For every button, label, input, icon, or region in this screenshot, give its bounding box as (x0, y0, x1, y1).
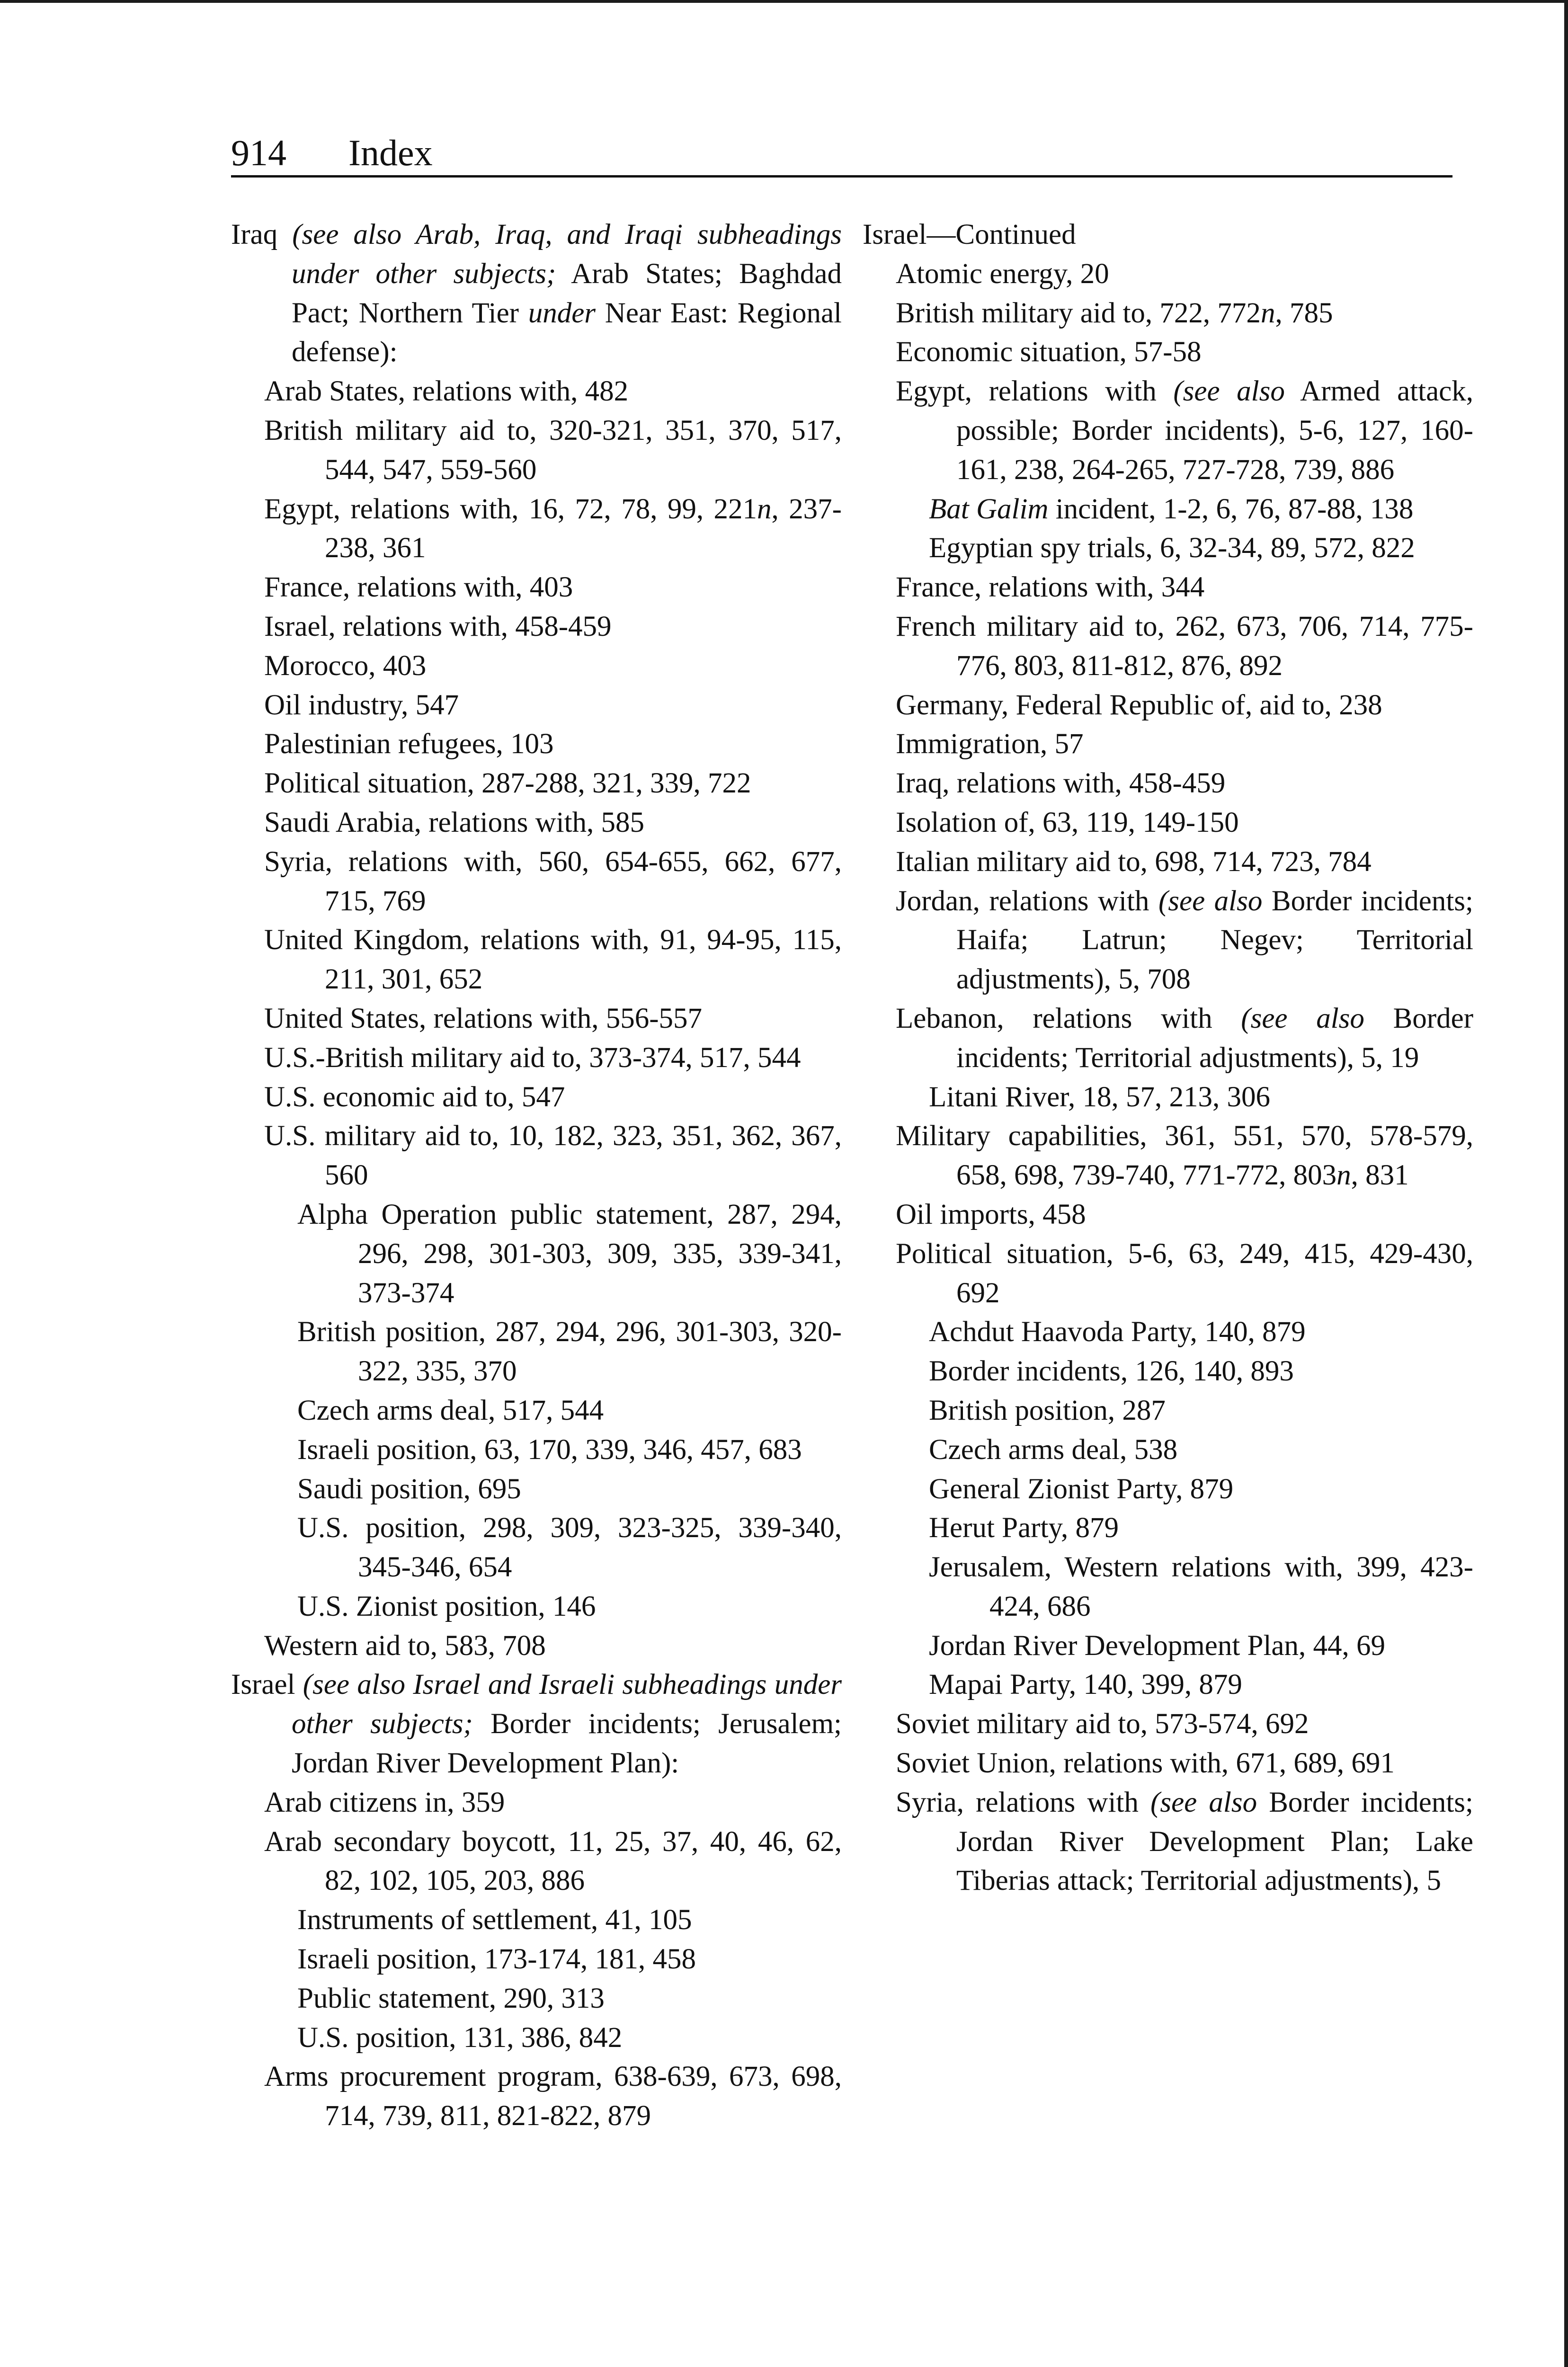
index-subsubentry (231, 2019, 842, 2058)
scan-right-edge (1564, 0, 1568, 2367)
index-subentry (231, 999, 842, 1039)
index-subentry (863, 1235, 1473, 1313)
entry-text: , 237-238, 361 (325, 493, 842, 564)
entry-text: Isolation of, 63, 119, 149-150 (896, 806, 1239, 838)
index-subentry (863, 1744, 1473, 1783)
entry-text: Israel, relations with, 458-459 (264, 610, 612, 642)
entry-text: France, relations with, 403 (264, 571, 573, 604)
entry-text: Immigration, 57 (896, 728, 1084, 760)
index-subsubentry (863, 490, 1473, 529)
entry-text: Economic situation, 57-58 (896, 336, 1202, 368)
index-subentry (231, 1078, 842, 1117)
entry-text: Palestinian refugees, 103 (264, 728, 554, 760)
index-subentry (231, 647, 842, 686)
entry-text: British position, 287 (929, 1394, 1166, 1426)
index-subsubentry (863, 1352, 1473, 1391)
index-subsubentry (863, 1665, 1473, 1705)
entry-text: Arab citizens in, 359 (264, 1786, 505, 1818)
index-subentry (231, 2057, 842, 2136)
index-subentry (863, 882, 1473, 999)
index-subentry (231, 921, 842, 999)
entry-text: , 785 (1275, 297, 1333, 329)
entry-text: United States, relations with, 556-557 (264, 1002, 703, 1034)
entry-text: Israel (231, 1669, 303, 1701)
entry-text: Border incidents; Haifa; Latrun; Negev; Territorial adjustments), 5, 708 (956, 885, 1473, 996)
index-subsubentry (231, 1509, 842, 1587)
index-subentry (231, 372, 842, 411)
entry-text: Czech arms deal, 538 (929, 1433, 1178, 1466)
index-subsubentry (231, 1587, 842, 1627)
entry-text: Border incidents; Territorial adjustments), 5, 19 (956, 1002, 1474, 1074)
entry-text: Oil imports, 458 (896, 1198, 1086, 1230)
entry-text: , 831 (1351, 1159, 1409, 1192)
index-subsubentry (863, 1313, 1473, 1352)
index-subsubentry (863, 1627, 1473, 1666)
index-subentry (863, 1195, 1473, 1235)
entry-text: (see also (1241, 1002, 1364, 1034)
index-subentry (231, 1117, 842, 1195)
entry-text: (see also Israel and Israeli subheadings under other subjects; (292, 1669, 842, 1740)
entry-text: Jordan, relations with (896, 885, 1158, 917)
entry-text: Morocco, 403 (264, 650, 427, 682)
entry-text: Armed attack, possible; Border incidents), 5-6, 127, 160-161, 238, 264-265, 727-728, 739, 886 (956, 375, 1473, 486)
entry-text: Egyptian spy trials, 6, 32-34, 89, 572, 822 (929, 532, 1415, 564)
index-subentry (863, 607, 1473, 686)
entry-text: Oil industry, 547 (264, 689, 459, 721)
entry-text: Arab States; Baghdad Pact; Northern Tier (292, 258, 842, 329)
entry-text: Iraq, relations with, 458-459 (896, 767, 1226, 800)
entry-text: n (1260, 297, 1275, 329)
entry-text: Egypt, relations with (896, 375, 1174, 408)
entry-text: Saudi Arabia, relations with, 585 (264, 806, 645, 838)
entry-text: Political situation, 5-6, 63, 249, 415, 429-430, 692 (896, 1237, 1473, 1309)
entry-text: (see also (1173, 375, 1285, 408)
entry-text: Syria, relations with, 560, 654-655, 662, 677, 715, 769 (264, 845, 842, 917)
index-subsubentry (231, 1901, 842, 1940)
entry-text: Near East: Regional defense): (292, 297, 842, 368)
index-column-right (863, 215, 1473, 1901)
entry-text: U.S. economic aid to, 547 (264, 1081, 565, 1113)
entry-text: General Zionist Party, 879 (929, 1473, 1234, 1505)
entry-text: Arms procurement program, 638-639, 673, 698, 714, 739, 811, 821-822, 879 (264, 2061, 842, 2132)
page-number: 914 (231, 132, 286, 173)
entry-text: Egypt, relations with, 16, 72, 78, 99, 221 (264, 493, 757, 525)
entry-text: Public statement, 290, 313 (297, 1982, 605, 2014)
index-subentry (863, 333, 1473, 372)
index-subsubentry (231, 1195, 842, 1313)
entry-text: Soviet Union, relations with, 671, 689, 691 (896, 1747, 1395, 1780)
entry-text: Lebanon, relations with (896, 1002, 1241, 1034)
page-header (231, 128, 1452, 180)
index-subentry (231, 686, 842, 725)
index-subsubentry (863, 1078, 1473, 1117)
index-subsubentry (231, 1391, 842, 1431)
entry-text: Bat Galim (929, 493, 1049, 525)
entry-text: Achdut Haavoda Party, 140, 879 (929, 1316, 1306, 1348)
index-subsubentry (863, 1548, 1473, 1627)
entry-text: U.S. position, 298, 309, 323-325, 339-340, 345-346, 654 (297, 1512, 842, 1584)
entry-text: Iraq (231, 219, 293, 250)
index-subentry (231, 803, 842, 843)
index-subentry (863, 764, 1473, 803)
index-subsubentry (231, 1979, 842, 2019)
entry-text: Litani River, 18, 57, 213, 306 (929, 1081, 1271, 1113)
index-subentry (863, 686, 1473, 725)
entry-text: under (528, 297, 596, 329)
entry-text: incident, 1-2, 6, 76, 87-88, 138 (1048, 493, 1414, 525)
index-subsubentry (863, 1431, 1473, 1470)
entry-text: Border incidents; Jordan River Development Plan; Lake Tiberias attack; Territorial adjustments), 5 (956, 1786, 1473, 1897)
index-subsubentry (231, 1313, 842, 1391)
entry-text: Arab secondary boycott, 11, 25, 37, 40, 46, 62, 82, 102, 105, 203, 886 (264, 1825, 842, 1897)
entry-text: Border incidents, 126, 140, 893 (929, 1355, 1294, 1388)
index-subentry (231, 764, 842, 803)
entry-text: French military aid to, 262, 673, 706, 714, 775-776, 803, 811-812, 876, 892 (896, 610, 1473, 682)
entry-text: Soviet military aid to, 573-574, 692 (896, 1708, 1309, 1740)
index-subentry (231, 490, 842, 569)
entry-text: Arab States, relations with, 482 (264, 375, 629, 408)
entry-text: Military capabilities, 361, 551, 570, 578-579, 658, 698, 739-740, 771-772, 803 (896, 1120, 1473, 1192)
scan-top-edge (0, 0, 1568, 3)
entry-text: Herut Party, 879 (929, 1512, 1119, 1544)
index-subentry (863, 294, 1473, 333)
entry-text: Czech arms deal, 517, 544 (297, 1394, 604, 1426)
index-subentry (863, 999, 1473, 1078)
index-heading (231, 1665, 842, 1783)
index-subentry (231, 725, 842, 764)
entry-text: (see also (1150, 1786, 1257, 1818)
entry-text: Italian military aid to, 698, 714, 723, 784 (896, 845, 1372, 878)
entry-text: Instruments of settlement, 41, 105 (297, 1904, 692, 1936)
entry-text: Alpha Operation public statement, 287, 294, 296, 298, 301-303, 309, 335, 339-341, 373-374 (297, 1198, 842, 1309)
entry-text: U.S. Zionist position, 146 (297, 1590, 596, 1622)
entry-text: Jerusalem, Western relations with, 399, 423-424, 686 (929, 1551, 1473, 1622)
index-subentry (231, 1823, 842, 1901)
index-subsubentry (863, 529, 1473, 568)
entry-text: (see also Arab, Iraq, and Iraqi subheadings under other subjects; (292, 219, 842, 290)
entry-text: British position, 287, 294, 296, 301-303, 320-322, 335, 370 (297, 1316, 842, 1388)
index-subentry (863, 1117, 1473, 1195)
index-subentry (231, 607, 842, 647)
index-subentry (863, 725, 1473, 764)
entry-text: British military aid to, 320-321, 351, 370, 517, 544, 547, 559-560 (264, 414, 842, 486)
index-subsubentry (231, 1431, 842, 1470)
entry-text: Border incidents; Jerusalem; Jordan River Development Plan): (292, 1708, 842, 1780)
index-subsubentry (231, 1470, 842, 1509)
index-subentry (863, 1705, 1473, 1744)
index-subsubentry (863, 1391, 1473, 1431)
index-subsubentry (231, 1940, 842, 1979)
index-subsubentry (863, 1509, 1473, 1548)
entry-text: n (1336, 1159, 1351, 1192)
index-subentry (863, 843, 1473, 882)
index-heading (231, 215, 842, 372)
entry-text: Jordan River Development Plan, 44, 69 (929, 1629, 1385, 1662)
index-subentry (863, 1783, 1473, 1901)
entry-text: Atomic energy, 20 (896, 258, 1109, 290)
entry-text: (see also (1158, 885, 1263, 917)
entry-text: U.S.-British military aid to, 373-374, 517, 544 (264, 1041, 801, 1074)
index-heading (863, 215, 1473, 255)
entry-text: Israeli position, 173-174, 181, 458 (297, 1943, 696, 1975)
header-rule (231, 175, 1452, 178)
entry-text: n (757, 493, 772, 525)
entry-text: Saudi position, 695 (297, 1473, 521, 1505)
entry-text: Syria, relations with (896, 1786, 1151, 1818)
entry-text: France, relations with, 344 (896, 571, 1205, 604)
index-subentry (231, 843, 842, 921)
index-subsubentry (863, 1470, 1473, 1509)
index-subentry (863, 568, 1473, 607)
index-subentry (863, 803, 1473, 843)
entry-text: U.S. military aid to, 10, 182, 323, 351, 362, 367, 560 (264, 1120, 842, 1192)
index-subentry (231, 1783, 842, 1823)
entry-text: Mapai Party, 140, 399, 879 (929, 1669, 1242, 1701)
entry-text: U.S. position, 131, 386, 842 (297, 2021, 623, 2054)
running-head: Index (348, 132, 433, 173)
index-subentry (231, 1039, 842, 1078)
index-column-left (231, 215, 842, 2136)
entry-text: Political situation, 287-288, 321, 339, 722 (264, 767, 751, 800)
entry-text: Israel—Continued (863, 219, 1076, 250)
entry-text: Israeli position, 63, 170, 339, 346, 457, 683 (297, 1433, 802, 1466)
index-subentry (863, 255, 1473, 294)
entry-text: British military aid to, 722, 772 (896, 297, 1261, 329)
index-subentry (231, 1627, 842, 1666)
index-subentry (231, 568, 842, 607)
entry-text: Western aid to, 583, 708 (264, 1629, 546, 1662)
entry-text: Germany, Federal Republic of, aid to, 238 (896, 689, 1382, 721)
index-subentry (863, 372, 1473, 489)
index-subentry (231, 411, 842, 490)
entry-text: United Kingdom, relations with, 91, 94-95, 115, 211, 301, 652 (264, 924, 842, 996)
